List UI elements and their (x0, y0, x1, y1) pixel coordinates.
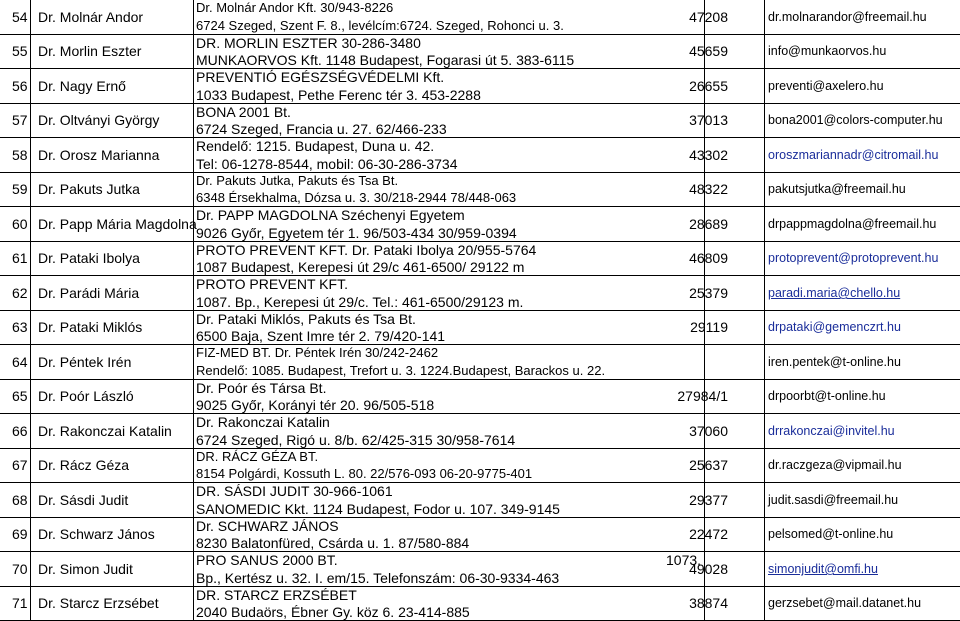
column-divider (30, 276, 31, 310)
column-divider (193, 518, 194, 551)
table-row (0, 138, 960, 173)
email-address: drrakonczai@invitel.hu (768, 424, 895, 438)
column-divider (764, 69, 765, 103)
company-line: Dr. Molnár Andor Kft. 30/943-8226 (196, 0, 394, 15)
address-line: 1087. Bp., Kerepesi út 29/c. Tel.: 461-6500/29123 m. (196, 294, 524, 310)
postal-code-note: 1073. (666, 552, 702, 568)
column-divider (764, 276, 765, 310)
address-line: SANOMEDIC Kkt. 1124 Budapest, Fodor u. 107. 349-9145 (196, 501, 560, 517)
registration-code: 25379 (689, 285, 728, 301)
address-line: 1033 Budapest, Pethe Ferenc tér 3. 453-2288 (196, 87, 481, 103)
column-divider (764, 0, 765, 34)
column-divider (764, 449, 765, 482)
company-line: BONA 2001 Bt. (196, 104, 291, 120)
company-line: PREVENTIÓ EGÉSZSÉGVÉDELMI Kft. (196, 69, 445, 85)
column-divider (193, 173, 194, 206)
column-divider (193, 414, 194, 448)
registration-code: 29377 (689, 492, 728, 508)
email-address: dr.molnarandor@freemail.hu (768, 10, 927, 24)
column-divider (193, 483, 194, 517)
column-divider (764, 414, 765, 448)
column-divider (30, 242, 31, 275)
column-divider (30, 0, 31, 34)
address-line: 8154 Polgárdi, Kossuth L. 80. 22/576-093 06-20-9775-401 (196, 466, 533, 481)
column-divider (764, 552, 765, 586)
address-line: 8230 Balatonfüred, Csárda u. 1. 87/580-884 (196, 535, 470, 551)
doctor-name: Dr. Schwarz János (38, 526, 155, 542)
address-line: 2040 Budaörs, Ébner Gy. köz 6. 23-414-885 (196, 604, 470, 620)
column-divider (30, 449, 31, 482)
company-line: Dr. Pakuts Jutka, Pakuts és Tsa Bt. (196, 173, 399, 188)
doctor-name: Dr. Nagy Ernő (38, 78, 126, 94)
email-address: pelsomed@t-online.hu (768, 527, 894, 541)
table-row (0, 207, 960, 242)
row-number: 62 (12, 285, 28, 301)
email-address: preventi@axelero.hu (768, 79, 884, 93)
row-number: 65 (12, 388, 28, 404)
address-line: 6724 Szeged, Francia u. 27. 62/466-233 (196, 121, 447, 137)
column-divider (30, 207, 31, 241)
column-divider (764, 380, 765, 413)
company-line: DR. STARCZ ERZSÉBET (196, 587, 357, 603)
row-number: 66 (12, 423, 28, 439)
address-line: Rendelő: 1085. Budapest, Trefort u. 3. 1224.Budapest, Barackos u. 22. (196, 363, 606, 378)
table-row (0, 276, 960, 311)
registration-code: 37013 (689, 112, 728, 128)
row-number: 69 (12, 526, 28, 542)
table-row (0, 518, 960, 552)
registration-code: 26655 (689, 78, 728, 94)
column-divider (764, 35, 765, 68)
column-divider (30, 173, 31, 206)
doctor-name: Dr. Sásdi Judit (38, 492, 129, 508)
row-number: 60 (12, 216, 28, 232)
email-address: dr.raczgeza@vipmail.hu (768, 458, 902, 472)
email-address: info@munkaorvos.hu (768, 44, 887, 58)
column-divider (764, 104, 765, 137)
registration-code: 49028 (689, 561, 728, 577)
column-divider (193, 104, 194, 137)
column-divider (193, 311, 194, 344)
column-divider (30, 138, 31, 172)
email-address: drpoorbt@t-online.hu (768, 389, 886, 403)
email-address: drpataki@gemenczrt.hu (768, 320, 901, 334)
row-number: 58 (12, 147, 28, 163)
address-line: 1087 Budapest, Kerepesi út 29/c 461-6500/ 29122 m (196, 259, 525, 275)
company-line: DR. SÁSDI JUDIT 30-966-1061 (196, 483, 393, 499)
table-row (0, 104, 960, 138)
address-line: 6724 Szeged, Rigó u. 8/b. 62/425-315 30/958-7614 (196, 432, 516, 448)
table-row (0, 69, 960, 104)
row-number: 71 (12, 595, 28, 611)
column-divider (30, 311, 31, 344)
doctor-name: Dr. Parádi Mária (38, 285, 140, 301)
email-address[interactable]: paradi.maria@chello.hu (768, 286, 901, 300)
column-divider (764, 311, 765, 344)
column-divider (193, 138, 194, 172)
table-row (0, 311, 960, 345)
registration-code: 47208 (689, 9, 728, 25)
doctor-name: Dr. Rakonczai Katalin (38, 423, 172, 439)
registration-code: 29119 (690, 319, 728, 335)
row-number: 56 (12, 78, 28, 94)
column-divider (30, 552, 31, 586)
company-line: DR. RÁCZ GÉZA BT. (196, 449, 319, 464)
row-number: 54 (12, 9, 28, 25)
company-line: Dr. Pataki Miklós, Pakuts és Tsa Bt. (196, 311, 416, 327)
table-row (0, 380, 960, 414)
column-divider (193, 276, 194, 310)
column-divider (764, 518, 765, 551)
doctor-name: Dr. Molnár Andor (38, 9, 144, 25)
column-divider (704, 345, 705, 379)
row-number: 68 (12, 492, 28, 508)
row-number: 55 (12, 43, 28, 59)
table-row (0, 483, 960, 518)
address-line: 6348 Érsekhalma, Dózsa u. 3. 30/218-2944 78/448-063 (196, 190, 517, 205)
row-number: 59 (12, 181, 28, 197)
company-line: Rendelő: 1215. Budapest, Duna u. 42. (196, 138, 435, 154)
column-divider (193, 587, 194, 620)
column-divider (764, 242, 765, 275)
doctor-name: Dr. Poór László (38, 388, 134, 404)
table-row (0, 345, 960, 380)
company-line: PRO SANUS 2000 BT. (196, 552, 338, 568)
table-row (0, 173, 960, 207)
column-divider (193, 449, 194, 482)
table-row (0, 242, 960, 276)
row-number: 64 (12, 354, 28, 370)
company-line: Dr. SCHWARZ JÁNOS (196, 518, 339, 534)
email-address: pakutsjutka@freemail.hu (768, 182, 906, 196)
doctor-name: Dr. Starcz Erzsébet (38, 595, 159, 611)
table-row (0, 587, 960, 621)
column-divider (30, 518, 31, 551)
table-row (0, 552, 960, 587)
registration-code: 38874 (689, 595, 728, 611)
column-divider (30, 104, 31, 137)
doctor-name: Dr. Papp Mária Magdolna (38, 216, 197, 232)
column-divider (764, 483, 765, 517)
email-address: judit.sasdi@freemail.hu (768, 493, 899, 507)
address-line: Bp., Kertész u. 32. I. em/15. Telefonszám: 06-30-9334-463 (196, 570, 560, 586)
company-line: Dr. Poór és Társa Bt. (196, 380, 327, 396)
column-divider (193, 35, 194, 68)
column-divider (764, 173, 765, 206)
table-row (0, 414, 960, 449)
email-address[interactable]: simonjudit@omfi.hu (768, 562, 878, 576)
doctor-name: Dr. Simon Judit (38, 561, 133, 577)
doctor-name: Dr. Oltványi György (38, 112, 160, 128)
column-divider (30, 69, 31, 103)
company-line: PROTO PREVENT KFT. (196, 276, 348, 292)
doctor-name: Dr. Pakuts Jutka (38, 181, 140, 197)
column-divider (193, 345, 194, 379)
doctor-name: Dr. Pataki Miklós (38, 319, 143, 335)
company-line: Dr. Rakonczai Katalin (196, 414, 330, 430)
column-divider (193, 380, 194, 413)
registration-code: 25637 (689, 457, 728, 473)
row-number: 70 (12, 561, 28, 577)
doctor-name: Dr. Orosz Marianna (38, 147, 160, 163)
doctor-name: Dr. Péntek Irén (38, 354, 132, 370)
column-divider (764, 207, 765, 241)
column-divider (30, 380, 31, 413)
column-divider (764, 345, 765, 379)
column-divider (30, 587, 31, 620)
email-address: protoprevent@protoprevent.hu (768, 251, 939, 265)
column-divider (193, 242, 194, 275)
address-line: 9025 Győr, Korányi tér 20. 96/505-518 (196, 397, 435, 413)
row-number: 67 (12, 457, 28, 473)
email-address: gerzsebet@mail.datanet.hu (768, 596, 922, 610)
column-divider (764, 587, 765, 620)
column-divider (193, 552, 194, 586)
email-address: iren.pentek@t-online.hu (768, 355, 901, 369)
address-line: MUNKAORVOS Kft. 1148 Budapest, Fogarasi út 5. 383-6115 (196, 52, 575, 68)
doctor-name: Dr. Rácz Géza (38, 457, 130, 473)
address-line: 9026 Győr, Egyetem tér 1. 96/503-434 30/959-0394 (196, 225, 517, 241)
company-line: DR. MORLIN ESZTER 30-286-3480 (196, 35, 421, 51)
company-line: FIZ-MED BT. Dr. Péntek Irén 30/242-2462 (196, 345, 439, 360)
table-row (0, 35, 960, 69)
column-divider (193, 0, 194, 34)
registration-code: 22472 (689, 526, 728, 542)
row-number: 61 (12, 250, 28, 266)
company-line: Dr. PAPP MAGDOLNA Széchenyi Egyetem (196, 207, 465, 223)
doctor-name: Dr. Morlin Eszter (38, 43, 142, 59)
email-address: oroszmariannadr@citromail.hu (768, 148, 939, 162)
column-divider (30, 35, 31, 68)
registration-code: 43302 (689, 147, 728, 163)
registration-code: 48322 (689, 181, 728, 197)
registration-code: 27984/1 (677, 388, 728, 404)
registration-code: 37060 (689, 423, 728, 439)
column-divider (30, 345, 31, 379)
registration-code: 28689 (689, 216, 728, 232)
address-line: Tel: 06-1278-8544, mobil: 06-30-286-3734 (196, 156, 458, 172)
column-divider (764, 138, 765, 172)
address-line: 6724 Szeged, Szent F. 8., levélcím:6724. Szeged, Rohonci u. 3. (196, 18, 564, 33)
company-line: PROTO PREVENT KFT. Dr. Pataki Ibolya 20/955-5764 (196, 242, 537, 258)
table-row (0, 449, 960, 483)
row-number: 63 (12, 319, 28, 335)
row-number: 57 (12, 112, 28, 128)
doctor-name: Dr. Pataki Ibolya (38, 250, 140, 266)
column-divider (193, 69, 194, 103)
column-divider (30, 414, 31, 448)
column-divider (30, 483, 31, 517)
registration-code: 45659 (689, 43, 728, 59)
address-line: 6500 Baja, Szent Imre tér 2. 79/420-141 (196, 328, 446, 344)
table-row (0, 0, 960, 35)
email-address: drpappmagdolna@freemail.hu (768, 217, 937, 231)
registration-code: 46809 (689, 250, 728, 266)
email-address: bona2001@colors-computer.hu (768, 113, 943, 127)
